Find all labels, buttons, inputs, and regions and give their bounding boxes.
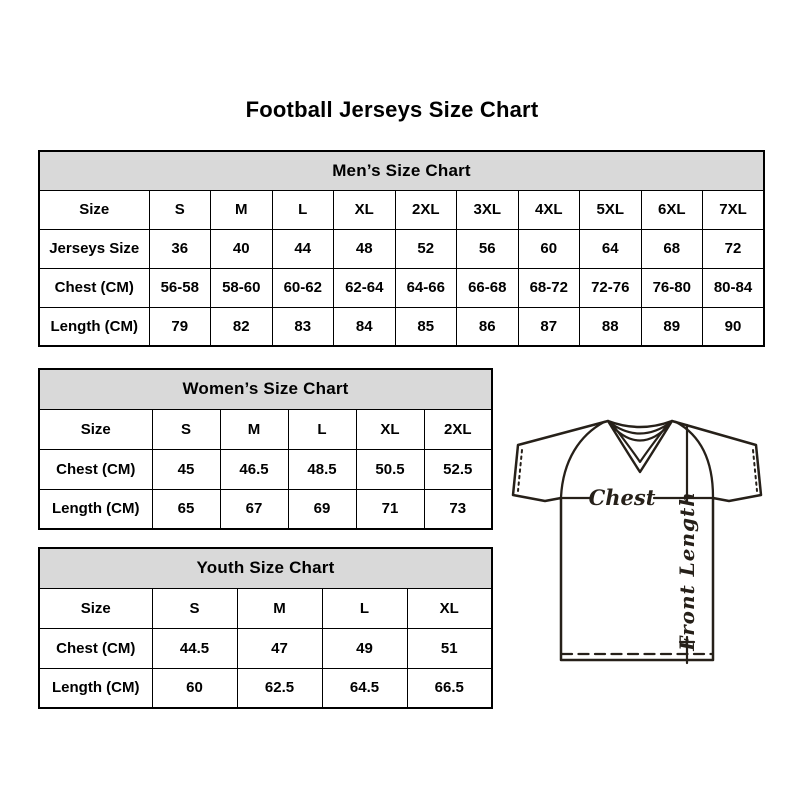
value-cell: 72 [703, 229, 765, 268]
col-header-cell: M [211, 190, 273, 229]
row-label-cell: Chest (CM) [39, 449, 152, 489]
value-cell: 48 [334, 229, 396, 268]
value-cell: 66-68 [457, 268, 519, 307]
col-header-cell: XL [356, 409, 424, 449]
value-cell: 71 [356, 489, 424, 529]
col-header-cell: L [288, 409, 356, 449]
col-header-cell: L [272, 190, 334, 229]
value-cell: 64.5 [322, 668, 407, 708]
value-cell: 47 [237, 628, 322, 668]
value-cell: 56 [457, 229, 519, 268]
womens-table-row [39, 489, 492, 529]
value-cell: 89 [641, 307, 703, 346]
value-cell: 62.5 [237, 668, 322, 708]
mens-table-row [39, 268, 764, 307]
womens-table-title: Women’s Size Chart [39, 369, 492, 409]
value-cell: 66.5 [407, 668, 492, 708]
col-header-cell: 3XL [457, 190, 519, 229]
value-cell: 49 [322, 628, 407, 668]
page-title: Football Jerseys Size Chart [245, 97, 539, 122]
womens-table-row [39, 449, 492, 489]
col-header-cell: S [152, 409, 220, 449]
value-cell: 40 [211, 229, 273, 268]
jersey-measurement-diagram [505, 405, 770, 667]
value-cell: 51 [407, 628, 492, 668]
value-cell: 88 [580, 307, 642, 346]
value-cell: 67 [220, 489, 288, 529]
col-header-cell: 2XL [395, 190, 457, 229]
row-label-cell: Chest (CM) [39, 268, 149, 307]
value-cell: 68 [641, 229, 703, 268]
value-cell: 52.5 [424, 449, 492, 489]
mens-table-title: Men’s Size Chart [39, 151, 764, 190]
value-cell: 64-66 [395, 268, 457, 307]
value-cell: 64 [580, 229, 642, 268]
value-cell: 82 [211, 307, 273, 346]
value-cell: 50.5 [356, 449, 424, 489]
col-header-cell: M [237, 588, 322, 628]
value-cell: 44.5 [152, 628, 237, 668]
row-label-cell: Jerseys Size [39, 229, 149, 268]
value-cell: 45 [152, 449, 220, 489]
value-cell: 84 [334, 307, 396, 346]
value-cell: 72-76 [580, 268, 642, 307]
row-label-cell: Chest (CM) [39, 628, 152, 668]
front-length-measure-label: Front Length [675, 491, 699, 651]
value-cell: 68-72 [518, 268, 580, 307]
value-cell: 36 [149, 229, 211, 268]
col-header-cell: 5XL [580, 190, 642, 229]
youth-size-table [38, 547, 493, 709]
col-header-cell: 7XL [703, 190, 765, 229]
youth-table-title: Youth Size Chart [39, 548, 492, 588]
mens-table-row [39, 229, 764, 268]
value-cell: 79 [149, 307, 211, 346]
col-header-cell: 2XL [424, 409, 492, 449]
col-header-cell: 6XL [641, 190, 703, 229]
value-cell: 60-62 [272, 268, 334, 307]
col-header-cell: 4XL [518, 190, 580, 229]
value-cell: 85 [395, 307, 457, 346]
corner-header-cell: Size [39, 409, 152, 449]
mens-size-table [38, 150, 765, 347]
row-label-cell: Length (CM) [39, 668, 152, 708]
col-header-cell: S [152, 588, 237, 628]
value-cell: 87 [518, 307, 580, 346]
value-cell: 62-64 [334, 268, 396, 307]
corner-header-cell: Size [39, 190, 149, 229]
value-cell: 56-58 [149, 268, 211, 307]
value-cell: 60 [518, 229, 580, 268]
value-cell: 73 [424, 489, 492, 529]
col-header-cell: S [149, 190, 211, 229]
corner-header-cell: Size [39, 588, 152, 628]
mens-header-row [39, 190, 764, 229]
col-header-cell: L [322, 588, 407, 628]
value-cell: 86 [457, 307, 519, 346]
col-header-cell: XL [407, 588, 492, 628]
value-cell: 90 [703, 307, 765, 346]
youth-size-chart-table-wrap [38, 547, 493, 709]
mens-table-row [39, 307, 764, 346]
value-cell: 69 [288, 489, 356, 529]
value-cell: 60 [152, 668, 237, 708]
value-cell: 44 [272, 229, 334, 268]
value-cell: 48.5 [288, 449, 356, 489]
row-label-cell: Length (CM) [39, 489, 152, 529]
mens-size-chart-table-wrap [38, 150, 765, 347]
youth-table-row [39, 668, 492, 708]
value-cell: 76-80 [641, 268, 703, 307]
womens-size-table [38, 368, 493, 530]
youth-table-row [39, 628, 492, 668]
value-cell: 83 [272, 307, 334, 346]
value-cell: 46.5 [220, 449, 288, 489]
womens-header-row [39, 409, 492, 449]
col-header-cell: M [220, 409, 288, 449]
youth-header-row [39, 588, 492, 628]
value-cell: 65 [152, 489, 220, 529]
value-cell: 80-84 [703, 268, 765, 307]
col-header-cell: XL [334, 190, 396, 229]
value-cell: 52 [395, 229, 457, 268]
womens-size-chart-table-wrap [38, 368, 493, 530]
chest-measure-label: Chest [588, 485, 656, 510]
row-label-cell: Length (CM) [39, 307, 149, 346]
value-cell: 58-60 [211, 268, 273, 307]
